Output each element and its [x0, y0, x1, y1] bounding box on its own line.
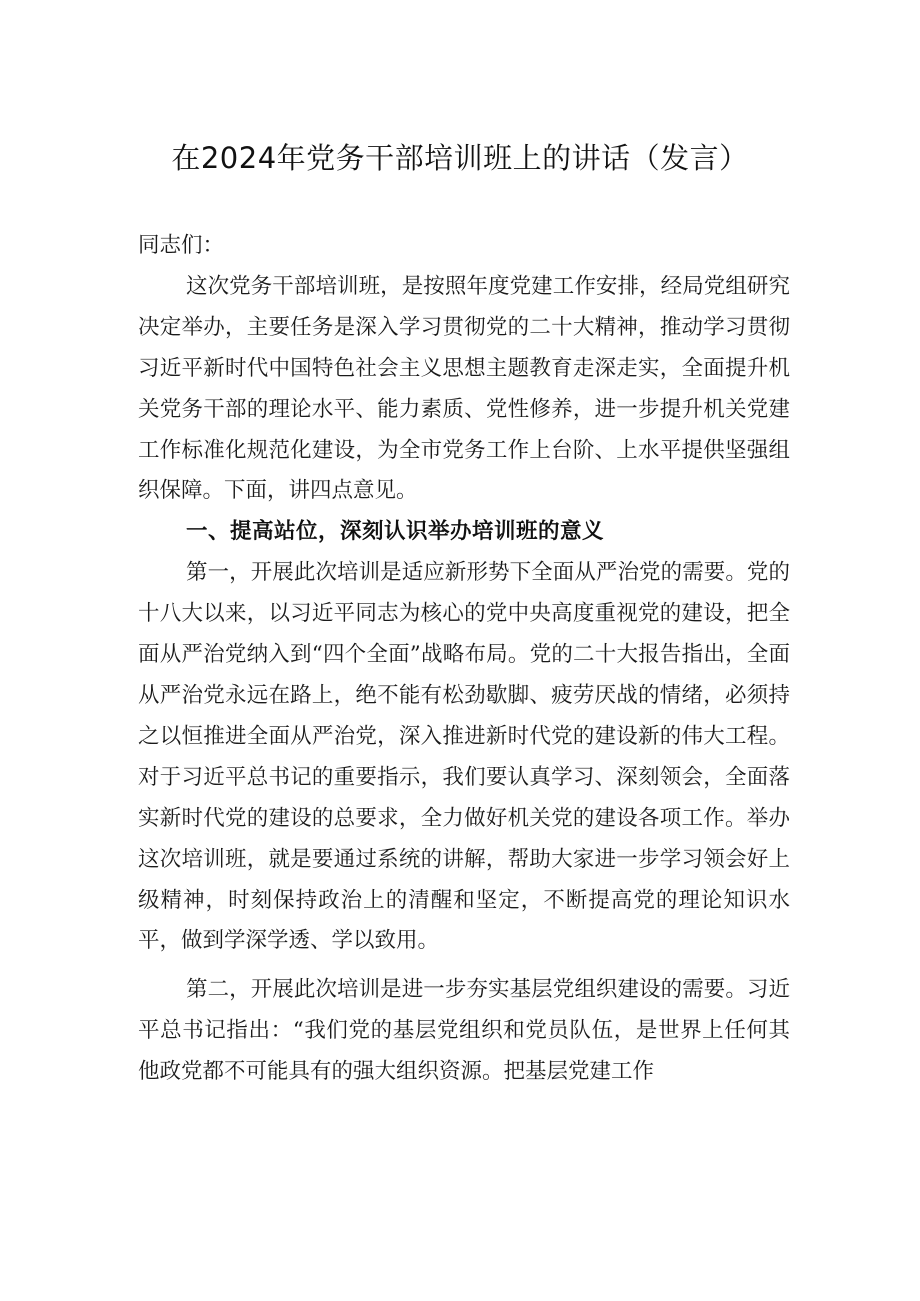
intro-paragraph: 这次党务干部培训班，是按照年度党建工作安排，经局党组研究决定举办，主要任务是深入学习贯彻党的二十大精神，推动学习贯彻习近平新时代中国特色社会主义思想主题教育走深走实，全面提升机关党务干部的理论水平、能力素质、党性修养，进一步提升机关党建工作标准化规范化建设，为全市党务工作上台阶、上水平提供坚强组织保障。下面，讲四点意见。 — [138, 273, 790, 504]
paragraph-first: 第一，开展此次培训是适应新形势下全面从严治党的需要。党的十八大以来，以习近平同志为核心的党中央高度重视党的建设，把全面从严治党纳入到“四个全面”战略布局。党的二十大报告指出，全面从严治党永远在路上，绝不能有松劲歇脚、疲劳厌战的情绪，必须持之以恒推进全面从严治党，深入推进新时代党的建设新的伟大工程。对于习近平总书记的重要指示，我们要认真学习、深刻领会，全面落实新时代党的建设的总要求，全力做好机关党的建设各项工作。举办这次培训班，就是要通过系统的讲解，帮助大家进一步学习领会好上级精神，时刻保持政治上的清醒和坚定，不断提高党的理论知识水平，做到学深学透、学以致用。 — [138, 560, 790, 954]
document-body — [138, 226, 790, 1093]
section-heading-1: 一、提高站位，深刻认识举办培训班的意义 — [186, 519, 605, 545]
paragraph-second: 第二，开展此次培训是进一步夯实基层党组织建设的需要。习近平总书记指出：“我们党的基层党组织和党员队伍，是世界上任何其他政党都不可能具有的强大组织资源。把基层党建工作 — [138, 977, 790, 1085]
salutation: 同志们： — [138, 233, 225, 258]
document-title: 在2024年党务干部培训班上的讲话（发言） — [171, 141, 749, 175]
